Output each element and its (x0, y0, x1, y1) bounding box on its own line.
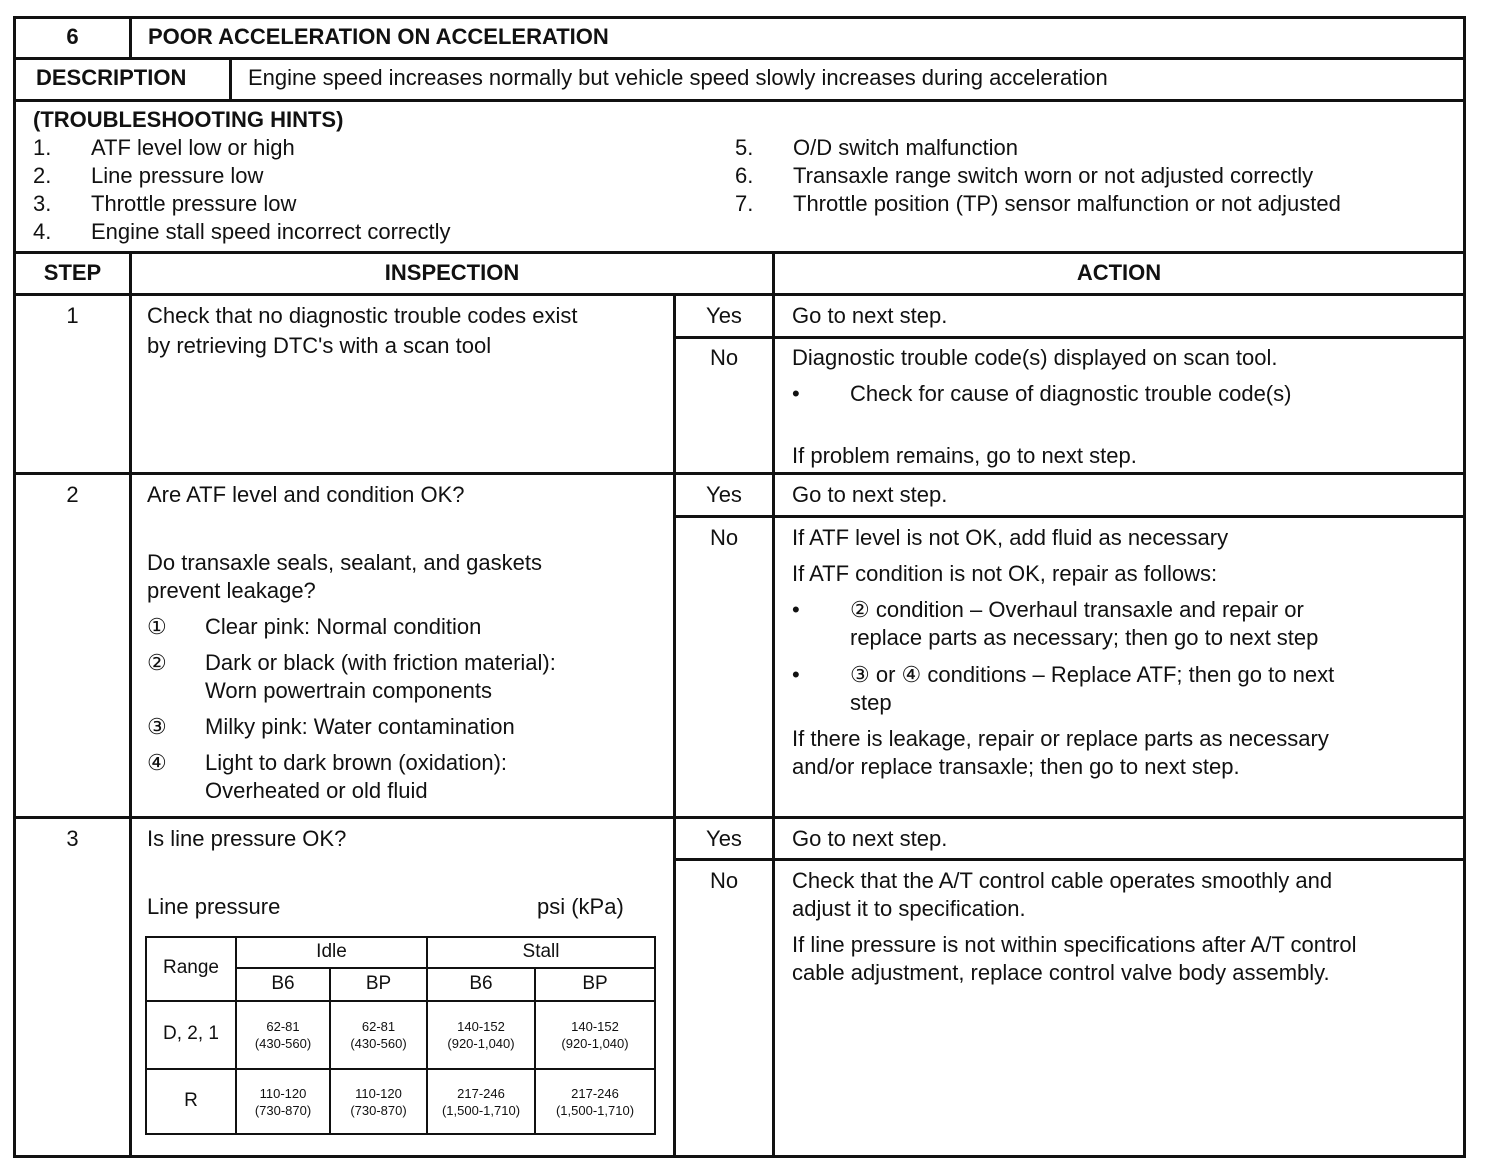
no-action-text: If ATF level is not OK, add fluid as necessary (792, 525, 1229, 550)
range-label: R (184, 1090, 198, 1111)
hint-number: 7. (735, 191, 754, 216)
column-header-inspection: INSPECTION (384, 260, 520, 285)
table-divider (129, 251, 132, 1158)
hints-heading: (TROUBLESHOOTING HINTS) (33, 107, 344, 132)
description-label: DESCRIPTION (36, 65, 187, 90)
no-action-text: If there is leakage, repair or replace parts as necessary (792, 726, 1329, 751)
subtable-line (145, 1133, 656, 1135)
no-action-text: ② condition – Overhaul transaxle and repair or (850, 597, 1304, 622)
no-action-text: adjust it to specification. (792, 896, 1026, 921)
pressure-value: (920-1,040) (561, 1036, 629, 1051)
hint-text: O/D switch malfunction (793, 135, 1018, 160)
condition-text: Clear pink: Normal condition (205, 614, 482, 639)
pressure-value: 62-81 (266, 1019, 300, 1034)
table-divider (772, 251, 775, 1158)
yes-label: Yes (706, 303, 742, 328)
hint-number: 1. (33, 135, 52, 160)
engine-header: B6 (271, 973, 295, 994)
no-label: No (709, 868, 739, 893)
hint-text: Line pressure low (91, 163, 264, 188)
table-border-top (13, 16, 1466, 19)
pressure-value: (730-870) (254, 1103, 312, 1118)
table-divider (13, 293, 1466, 296)
no-action-text: Diagnostic trouble code(s) displayed on scan tool. (792, 345, 1278, 370)
section-title: POOR ACCELERATION ON ACCELERATION (148, 24, 609, 49)
yes-action: Go to next step. (792, 303, 948, 328)
hint-number: 3. (33, 191, 52, 216)
no-action-text: ③ or ④ conditions – Replace ATF; then go to next (850, 662, 1335, 687)
inspection-text: by retrieving DTC's with a scan tool (147, 333, 492, 358)
no-action-text: step (850, 690, 892, 715)
line-pressure-label: Line pressure (147, 894, 281, 919)
table-divider (673, 293, 676, 1158)
hint-number: 5. (735, 135, 754, 160)
condition-text: Overheated or old fluid (205, 778, 428, 803)
hint-text: Transaxle range switch worn or not adjusted correctly (793, 163, 1314, 188)
no-label: No (709, 345, 739, 370)
no-action-text: replace parts as necessary; then go to next step (850, 625, 1319, 650)
bullet-mark: • (792, 597, 800, 622)
table-divider (13, 472, 1466, 475)
table-divider (13, 816, 1466, 819)
condition-mark: ① (147, 614, 167, 639)
stall-header: Stall (522, 941, 560, 962)
table-divider (673, 336, 1466, 339)
pressure-value: (1,500-1,710) (441, 1103, 521, 1118)
table-border-right (1463, 16, 1466, 1158)
inspection-text: Do transaxle seals, sealant, and gaskets (147, 550, 543, 575)
inspection-text: Is line pressure OK? (147, 826, 347, 851)
column-header-action: ACTION (1076, 260, 1162, 285)
table-divider (229, 57, 232, 100)
table-divider (129, 16, 132, 58)
pressure-value: 62-81 (361, 1019, 396, 1034)
condition-text: Dark or black (with friction material): (205, 650, 556, 675)
engine-header: BP (365, 973, 392, 994)
pressure-value: (730-870) (350, 1103, 407, 1118)
no-action-text: If problem remains, go to next step. (792, 443, 1137, 468)
pressure-value: 140-152 (571, 1019, 619, 1034)
description-text: Engine speed increases normally but vehicle speed slowly increases during acceleration (248, 65, 1108, 90)
bullet-mark: • (792, 381, 800, 406)
subtable-line (235, 967, 656, 969)
subtable-line (145, 1000, 656, 1002)
hint-text: Throttle pressure low (91, 191, 297, 216)
no-action-text: Check that the A/T control cable operates smoothly and (792, 868, 1333, 893)
table-divider (673, 858, 1466, 861)
yes-action: Go to next step. (792, 826, 948, 851)
condition-text: Milky pink: Water contamination (205, 714, 515, 739)
engine-header: B6 (469, 973, 493, 994)
yes-action: Go to next step. (792, 482, 948, 507)
step-number: 3 (66, 826, 79, 851)
condition-mark: ③ (147, 714, 167, 739)
table-border-left (13, 16, 16, 1158)
pressure-value: 110-120 (355, 1086, 402, 1101)
hint-text: Engine stall speed incorrect correctly (91, 219, 451, 244)
inspection-text: Check that no diagnostic trouble codes exist (147, 303, 578, 328)
hint-text: Throttle position (TP) sensor malfunction or not adjusted (793, 191, 1341, 216)
inspection-text: prevent leakage? (147, 578, 316, 603)
table-divider (673, 515, 1466, 518)
pressure-value: (1,500-1,710) (555, 1103, 635, 1118)
pressure-value: (430-560) (350, 1036, 407, 1051)
pressure-value: 217-246 (571, 1086, 619, 1101)
no-action-text: If ATF condition is not OK, repair as follows: (792, 561, 1218, 586)
step-number: 1 (66, 303, 79, 328)
inspection-text: Are ATF level and condition OK? (147, 482, 465, 507)
subtable-line (654, 936, 656, 1135)
idle-header: Idle (316, 941, 347, 962)
range-label: D, 2, 1 (163, 1023, 219, 1044)
hint-number: 2. (33, 163, 52, 188)
column-header-step: STEP (43, 260, 102, 285)
range-header: Range (163, 957, 219, 978)
no-action-text: and/or replace transaxle; then go to next step. (792, 754, 1240, 779)
hint-number: 4. (33, 219, 52, 244)
yes-label: Yes (706, 826, 742, 851)
hint-text: ATF level low or high (91, 135, 295, 160)
hint-number: 6. (735, 163, 754, 188)
table-divider (13, 251, 1466, 254)
line-pressure-unit: psi (kPa) (537, 894, 624, 919)
subtable-line (145, 936, 656, 938)
engine-header: BP (582, 973, 608, 994)
condition-text: Worn powertrain components (205, 678, 492, 703)
subtable-line (145, 1068, 656, 1070)
condition-mark: ④ (147, 750, 167, 775)
no-action-text: If line pressure is not within specifications after A/T control (792, 932, 1357, 957)
pressure-value: 140-152 (457, 1019, 505, 1034)
pressure-value: (920-1,040) (447, 1036, 515, 1051)
yes-label: Yes (706, 482, 742, 507)
no-label: No (709, 525, 739, 550)
step-number: 2 (66, 482, 79, 507)
pressure-value: 217-246 (457, 1086, 505, 1101)
bullet-mark: • (792, 662, 800, 687)
pressure-value: (430-560) (254, 1036, 312, 1051)
no-action-text: Check for cause of diagnostic trouble code(s) (850, 381, 1292, 406)
table-border-bottom (13, 1155, 1466, 1158)
condition-mark: ② (147, 650, 167, 675)
condition-text: Light to dark brown (oxidation): (205, 750, 508, 775)
section-number: 6 (66, 24, 79, 49)
no-action-text: cable adjustment, replace control valve body assembly. (792, 960, 1330, 985)
pressure-value: 110-120 (259, 1086, 307, 1101)
